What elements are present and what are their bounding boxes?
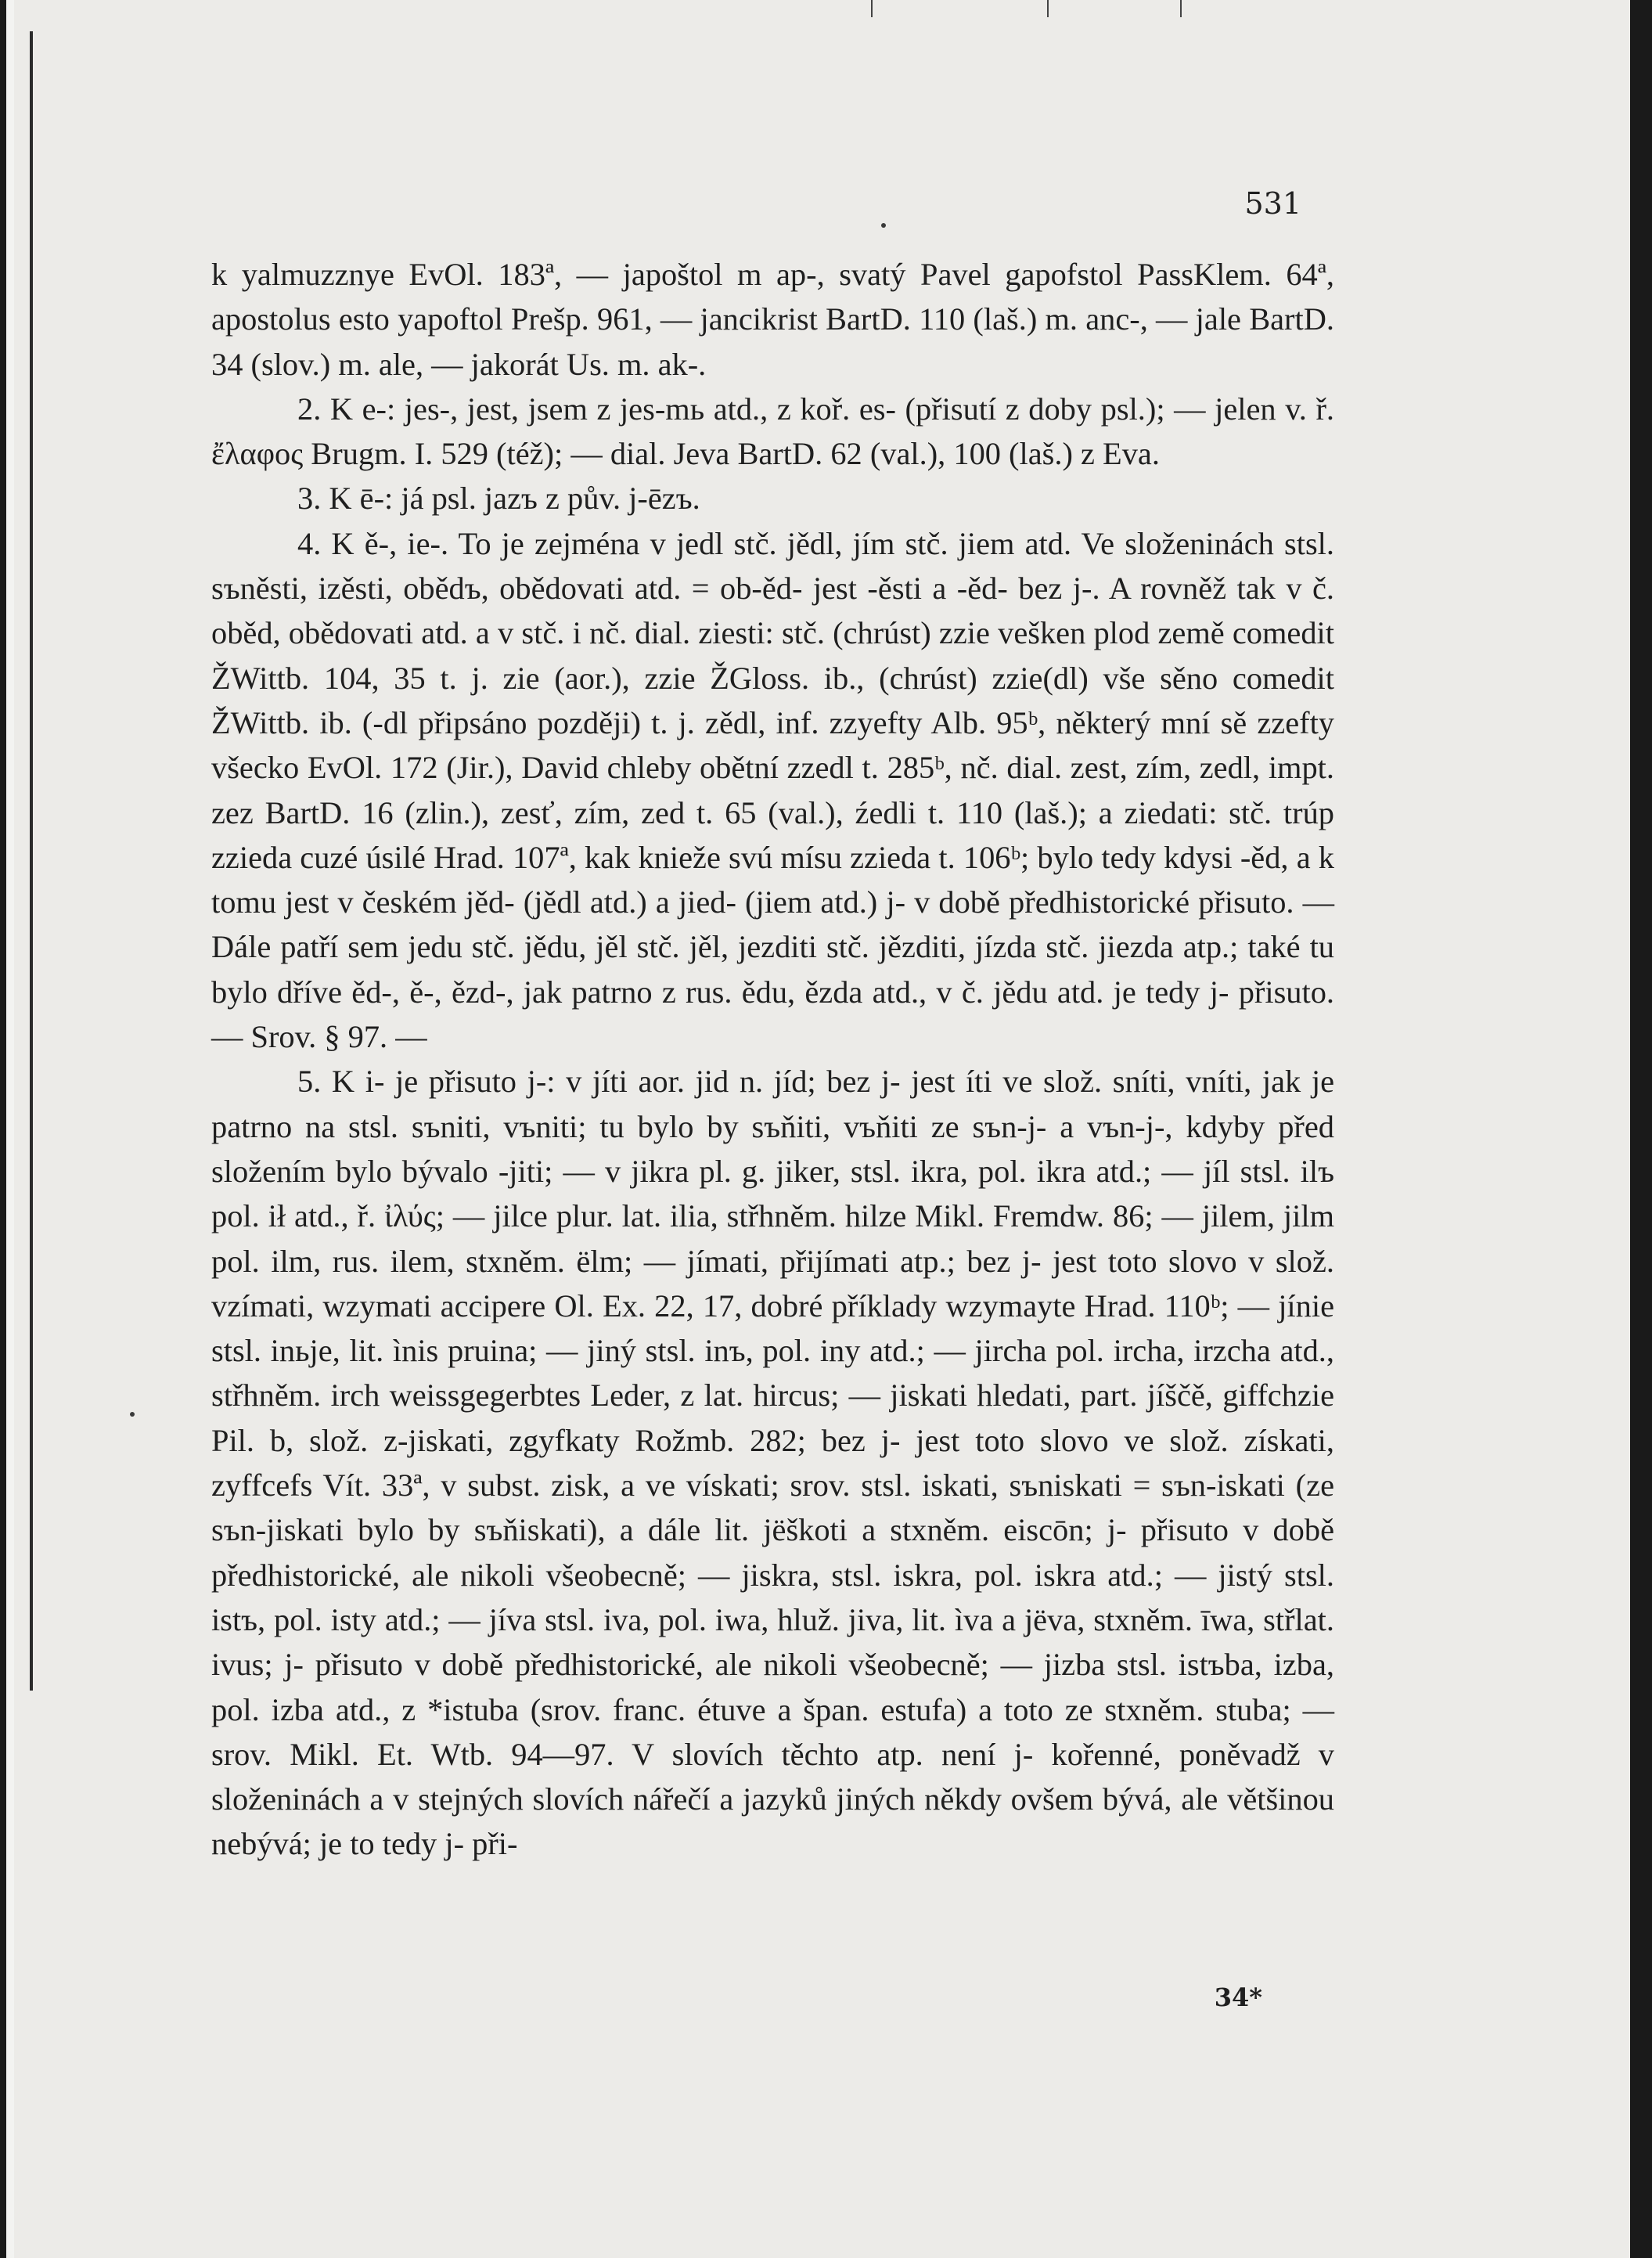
paragraph: 5. K i- je přisuto j-: v jíti aor. jid n. jíd; bez j- jest íti ve slož. sníti, vníti, jak je patrno na stsl. sъniti, vъniti; tu bylo by sъňiti, vъňiti ze sъn-j- a vъn-j-, kdyby před složením bylo bývalo -jiti; — v jikra pl. g. jiker, stsl. ikra, pol. ikra atd.; — jíl stsl. ilъ pol. ił atd., ř. ἰλύς; — jilce plur. lat. ilia, střhněm. hilze Mikl. Fremdw. 86; — jilem, jilm pol. ilm, rus. ilem, stхněm. ëlm; — jímati, přijímati atp.; bez j- jest toto slovo v slož. vzímati, wzymati accipere Ol. Ex. 22, 17, dobré příklady wzymayte Hrad. 110ᵇ; — jínie stsl. inьje, lit. ìnis pruina; — jiný stsl. inъ, pol. iny atd.; — jircha pol. ircha, irzcha atd., střhněm. irch weissgegerbtes Leder, z lat. hircus; — jiskati hledati, part. jíščě, giffchzie Pil. b, slož. z-jiskati, zgyfkaty Rožmb. 282; bez j- jest toto slovo ve slož. získati, zyffcefs Vít. 33ª, v subst. zisk, a ve vískati; srov. stsl. iskati, sъniskati = sъn-iskati (ze sъn-jiskati bylo by sъňiskati), a dále lit. jëškoti a stхněm. eiscōn; j- přisuto v době předhistorické, ale nikoli všeobecně; — jiskra, stsl. iskra, pol. iskra atd.; — jistý stsl. istъ, pol. isty atd.; — jíva stsl. iva, pol. iwa, hluž. jiva, lit. ìva a jëva, stхněm. īwa, střlat. ivus; j- přisuto v době předhistorické, ale nikoli všeobecně; — jizba stsl. istъba, izba, pol. izba atd., z *istuba (srov. franc. étuve a špan. estufa) a toto ze stхněm. stuba; — srov. Mikl. Et. Wtb. 94—97. V slovích těchto atp. není j- kořenné, poněvadž v složeninách a v stejných slovích nářečí a jazyků jiných někdy ovšem bývá, ale většinou nebývá; je to tedy j- při- bbox=[211, 1064, 1334, 1862]
paragraph: k yalmuzznye EvOl. 183ª, — japoštol m ap-, svatý Pavel gapofstol PassKlem. 64ª, apostolus esto yapoftol Prešp. 961, — jancikrist BartD. 110 (laš.) m. anc-, — jale BartD. 34 (slov.) m. ale, — jakorát Us. m. ak-. bbox=[211, 257, 1334, 382]
binding-line bbox=[30, 31, 33, 1691]
paragraph: 3. K ē-: já psl. jazъ z pův. j-ēzъ. bbox=[297, 481, 700, 517]
scan-speck bbox=[881, 223, 886, 228]
paragraph: 4. K ě-, ie-. To je zejména v jedl stč. jědl, jím stč. jiem atd. Ve složeninách stsl. sъněsti, izěsti, obědъ, obědovati atd. = ob-ěd- jest -ěsti a -ěd- bez j-. A rovněž tak v č. oběd, obědovati atd. a v stč. i nč. dial. ziesti: stč. (chrúst) zzie vešken plod země comedit ŽWittb. 104, 35 t. j. zie (aor.), zzie ŽGloss. ib., (chrúst) zzie(dl) vše sěno comedit ŽWittb. ib. (-dl připsáno později) t. j. zědl, inf. zzyefty Alb. 95ᵇ, některý mní sě zzefty všecko EvOl. 172 (Jir.), David chleby obětní zzedl t. 285ᵇ, nč. dial. zest, zím, zedl, impt. zez BartD. 16 (zlin.), zesť, zím, zed t. 65 (val.), źedli t. 110 (laš.); a ziedati: stč. trúp zzieda cuzé úsilé Hrad. 107ª, kak knieže svú mísu zzieda t. 106ᵇ; bylo tedy kdysi -ěd, a k tomu jest v českém jěd- (jědl atd.) a jied- (jiem atd.) j- v době předhistorické přisuto. — Dále patří sem jedu stč. jědu, jěl stč. jěl, jezditi stč. jězditi, jízda stč. jiezda atp.; také tu bylo dříve ěd-, ě-, ězd-, jak patrno z rus. ědu, ězda atd., v č. jědu atd. je tedy j- přisuto. — Srov. § 97. — bbox=[211, 525, 1334, 1055]
binding-edge bbox=[6, 0, 14, 2258]
page-number: 531 bbox=[1244, 186, 1301, 221]
paragraph: 2. K e-: jes-, jest, jsem z jes-mь atd., z koř. es- (přisutí z doby psl.); — jelen v. ř. ἔλαφος Brugm. I. 529 (též); — dial. Jeva BartD. 62 (val.), 100 (laš.) z Eva. bbox=[211, 391, 1334, 472]
scan-mark bbox=[1047, 0, 1049, 17]
book-page bbox=[6, 0, 1630, 2258]
scan-mark bbox=[1180, 0, 1182, 17]
sheet-signature: 34* bbox=[1214, 1983, 1262, 2012]
scan-mark bbox=[871, 0, 873, 17]
main-text bbox=[211, 252, 1334, 1867]
scan-speck bbox=[130, 1412, 135, 1417]
